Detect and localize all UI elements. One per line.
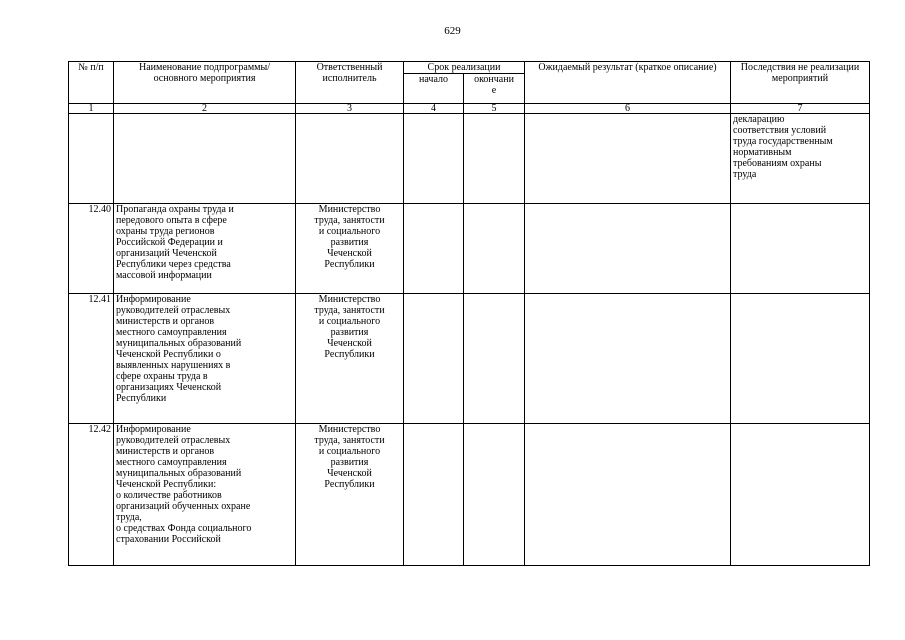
col-number: 1 [69,104,114,114]
col-number: 4 [404,104,464,114]
row-result [525,424,731,566]
program-table [68,61,870,566]
row-consequences [731,294,870,424]
col-number: 6 [525,104,731,114]
table-row [69,204,870,294]
header-end: окончани е [464,74,525,104]
row-start [404,294,464,424]
row-start [404,204,464,294]
col-number: 7 [731,104,870,114]
row-end [464,294,525,424]
header-term: Срок реализации [404,62,525,74]
table-row [69,294,870,424]
row-start [404,424,464,566]
row-num: 12.40 [69,204,114,294]
header-num: № п/п [69,62,114,104]
row-num [69,114,114,204]
row-name [114,114,296,204]
row-start [404,114,464,204]
header-start: начало [404,74,464,104]
row-name: Пропаганда охраны труда и передового опыта в сфере охраны труда регионов Российской Федерации и организаций Чеченской Республики через средства массовой информации [114,204,296,294]
row-responsible: Министерство труда, занятости и социального развития Чеченской Республики [296,294,404,424]
row-result [525,294,731,424]
header-name: Наименование подпрограммы/ основного мероприятия [114,62,296,104]
row-end [464,204,525,294]
row-end [464,424,525,566]
page-number: 629 [444,25,461,37]
row-num: 12.41 [69,294,114,424]
row-name: Информирование руководителей отраслевых министерств и органов местного самоуправления муниципальных образований Чеченской Республики: о количестве работников организаций обученных охране труда, о средствах Фонда социального страховании Российской [114,424,296,566]
row-num: 12.42 [69,424,114,566]
col-number: 5 [464,104,525,114]
row-end [464,114,525,204]
row-result [525,114,731,204]
col-number: 3 [296,104,404,114]
row-name: Информирование руководителей отраслевых министерств и органов местного самоуправления муниципальных образований Чеченской Республики о выявленных нарушениях в сфере охраны труда в организациях Чеченской Республики [114,294,296,424]
table-row [69,424,870,566]
col-number: 2 [114,104,296,114]
row-responsible: Министерство труда, занятости и социального развития Чеченской Республики [296,204,404,294]
row-responsible: Министерство труда, занятости и социального развития Чеченской Республики [296,424,404,566]
row-responsible [296,114,404,204]
row-consequences: декларацию соответствия условий труда государственным нормативным требованиям охраны труда [731,114,870,204]
row-result [525,204,731,294]
header-result: Ожидаемый результат (краткое описание) [525,62,731,104]
row-consequences [731,204,870,294]
row-consequences [731,424,870,566]
header-responsible: Ответственный исполнитель [296,62,404,104]
header-consequences: Последствия не реализации мероприятий [731,62,870,104]
table-row [69,114,870,204]
